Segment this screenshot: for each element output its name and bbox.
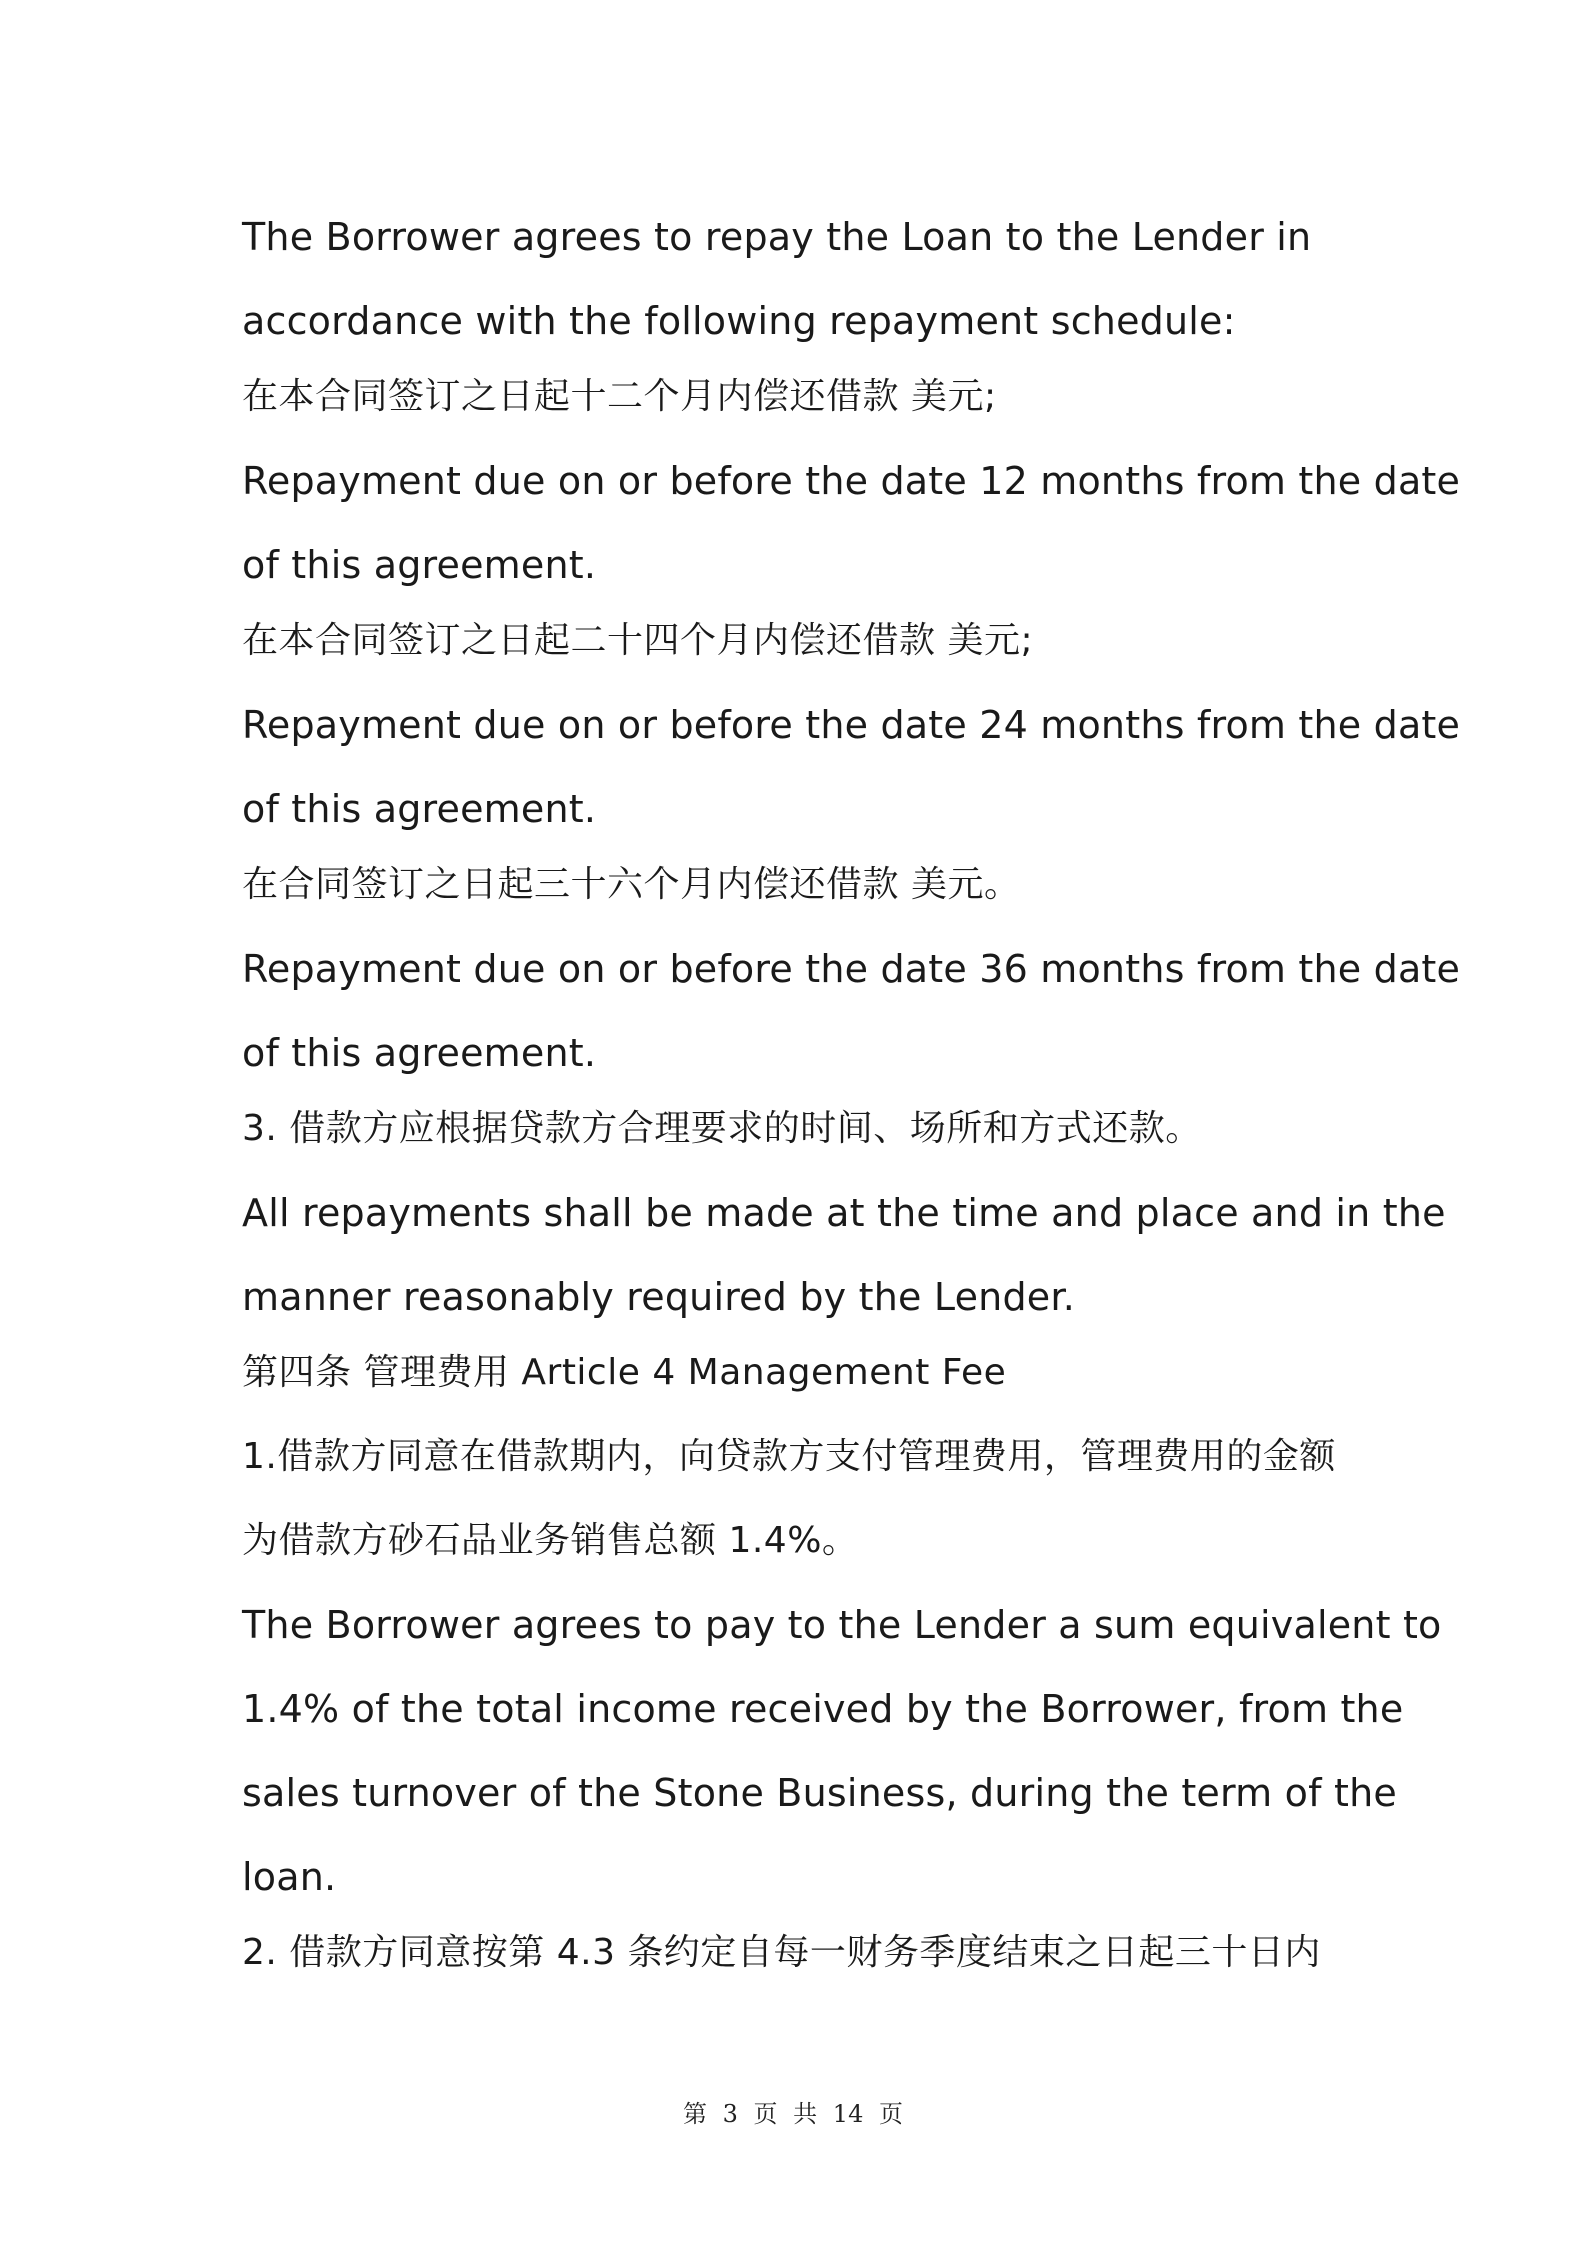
paragraph-en-12-months: [242, 439, 1461, 607]
text-line: All repayments shall be made at the time and place and in the: [242, 1191, 1446, 1235]
page-number-footer: 第 3 页 共 14 页: [683, 2100, 903, 2128]
document-body: [242, 195, 1461, 1995]
paragraph-zh-24-months: [242, 607, 1362, 683]
text-line: 第四条 管理费用 Article 4 Management Fee: [242, 1352, 1007, 1393]
paragraph-en-36-months: [242, 927, 1461, 1095]
text-line: 为借款方砂石品业务销售总额 1.4%。: [242, 1520, 859, 1561]
text-line: 2. 借款方同意按第 4.3 条约定自每一财务季度结束之日起三十日内: [242, 1932, 1321, 1973]
text-line: Repayment due on or before the date 12 months from the date: [242, 459, 1461, 503]
paragraph-zh-clause-3: [242, 1095, 1362, 1171]
text-line: loan.: [242, 1855, 337, 1899]
text-line: of this agreement.: [242, 543, 597, 587]
paragraph-zh-12-months: [242, 363, 1362, 439]
text-line: Repayment due on or before the date 36 months from the date: [242, 947, 1461, 991]
text-line: 在本合同签订之日起十二个月内偿还借款 美元;: [242, 376, 997, 417]
text-line: The Borrower agrees to pay to the Lender a sum equivalent to: [242, 1603, 1442, 1647]
text-line: 在合同签订之日起三十六个月内偿还借款 美元。: [242, 864, 1021, 905]
text-line: of this agreement.: [242, 787, 597, 831]
text-line: sales turnover of the Stone Business, during the term of the: [242, 1771, 1397, 1815]
paragraph-en-article-4-1: [242, 1583, 1442, 1919]
paragraph-en-24-months: [242, 683, 1461, 851]
text-line: Repayment due on or before the date 24 months from the date: [242, 703, 1461, 747]
text-line: accordance with the following repayment schedule:: [242, 299, 1236, 343]
paragraph-en-clause-3: [242, 1171, 1446, 1339]
paragraph-zh-36-months: [242, 851, 1362, 927]
text-line: manner reasonably required by the Lender.: [242, 1275, 1075, 1319]
text-line: 在本合同签订之日起二十四个月内偿还借款 美元;: [242, 620, 1034, 661]
text-line: 1.4% of the total income received by the Borrower, from the: [242, 1687, 1404, 1731]
paragraph-zh-article-4-1: [242, 1415, 1362, 1583]
paragraph-zh-article-4-2: [242, 1919, 1362, 1995]
article-4-heading: [242, 1339, 1362, 1415]
text-line: of this agreement.: [242, 1031, 597, 1075]
text-line: 1.借款方同意在借款期内，向贷款方支付管理费用，管理费用的金额: [242, 1436, 1336, 1477]
text-line: The Borrower agrees to repay the Loan to the Lender in: [242, 215, 1312, 259]
text-line: 3. 借款方应根据贷款方合理要求的时间、场所和方式还款。: [242, 1108, 1202, 1149]
paragraph-repay-intro: [242, 195, 1362, 363]
